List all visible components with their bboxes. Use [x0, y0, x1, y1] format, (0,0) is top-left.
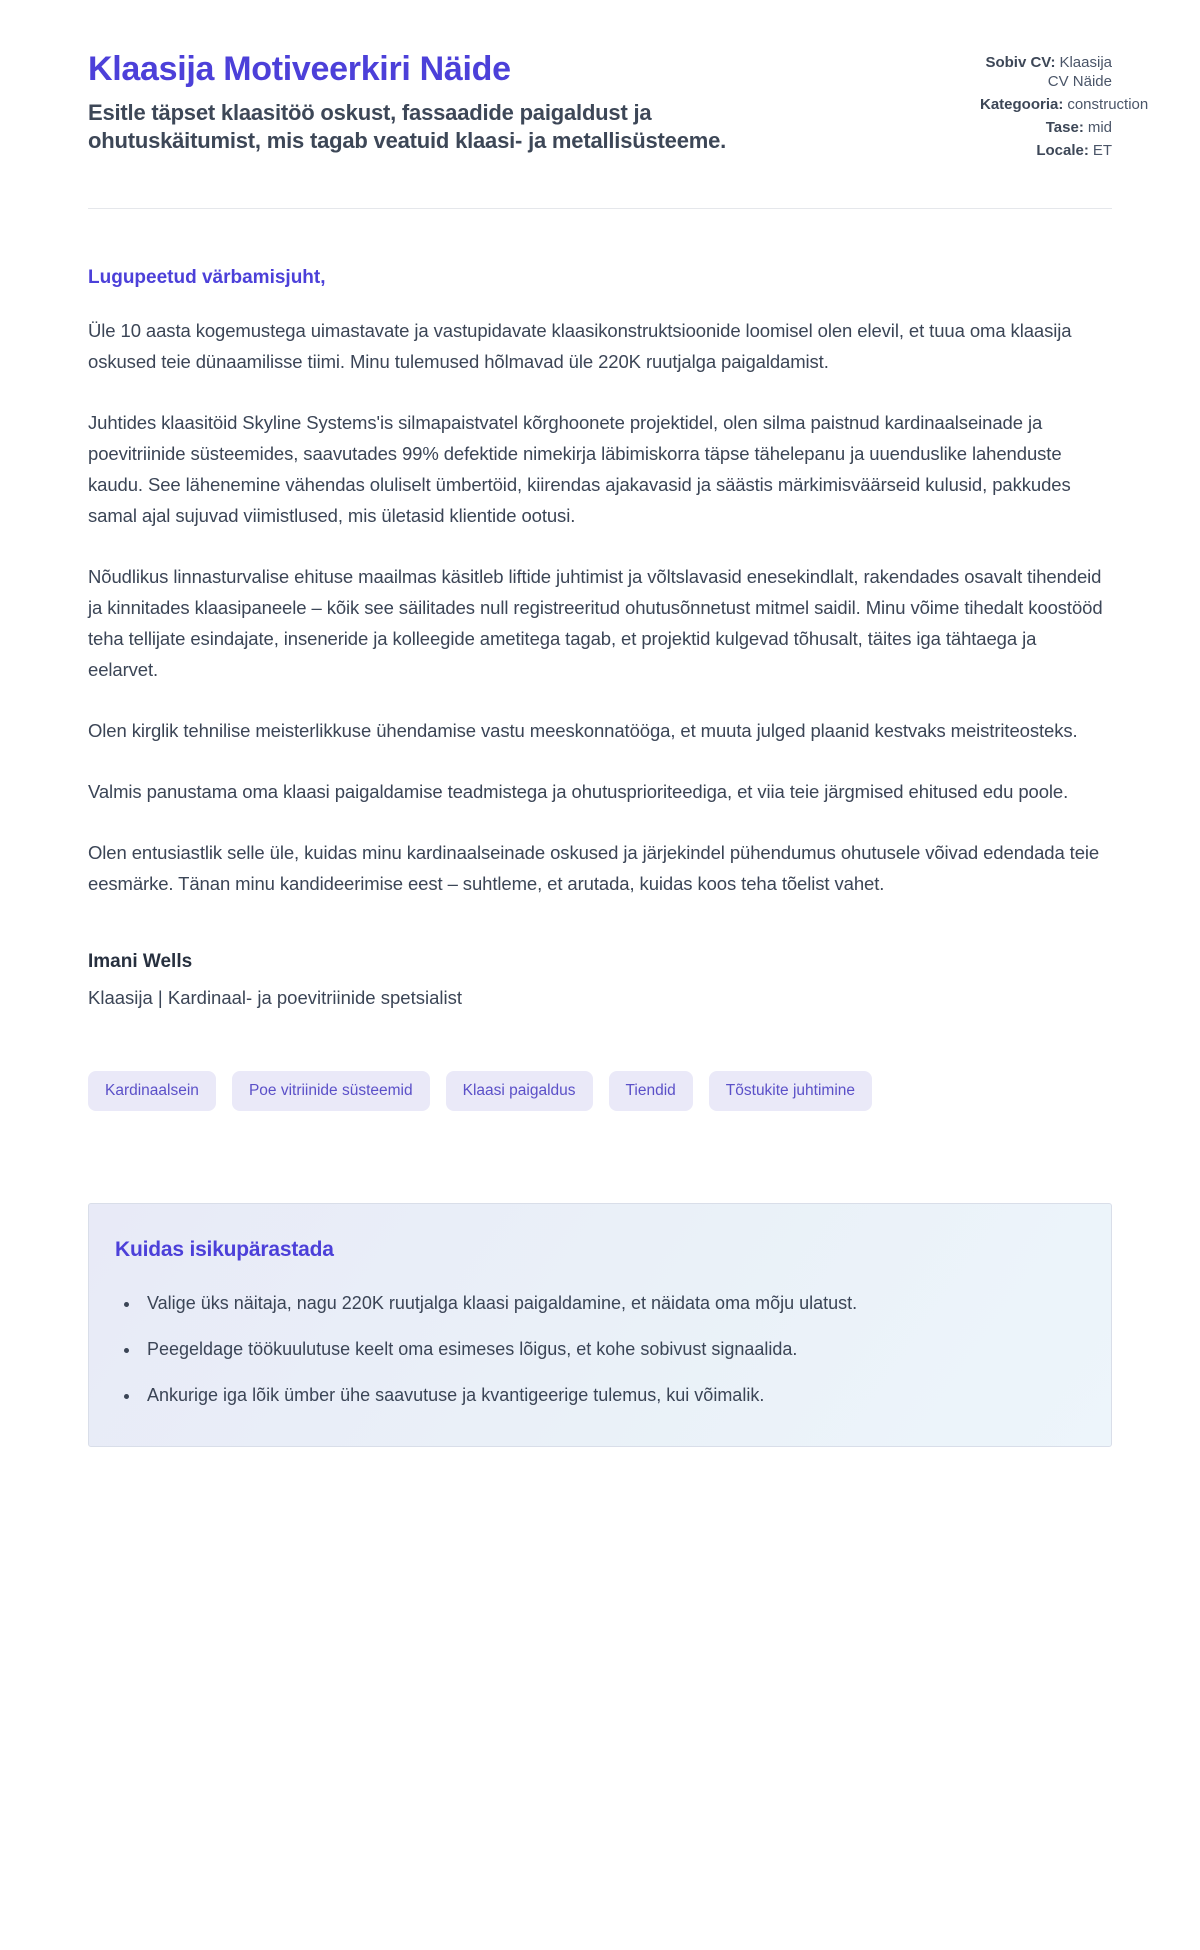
- letter-paragraph: Juhtides klaasitöid Skyline Systems'is silmapaistvatel kõrghoonete projektidel, olen silma paistnud kardinaalseinade ja poevitriinide süsteemides, saavutades 99% defektide nimekirja läbimiskorra täpse tähelepanu ja uuenduslike lahenduste kaudu. See lähenemine vähendas oluliselt ümbertöid, kiirendas ajakavasid ja säästis märkimisväärseid kulusid, pakkudes samal ajal sujuvad viimistlused, mis ületasid klientide ootusi.: [88, 412, 1071, 527]
- header-divider: [88, 208, 1112, 209]
- letter-paragraph: Üle 10 aasta kogemustega uimastavate ja vastupidavate klaasikonstruktsioonide loomisel olen elevil, et tuua oma klaasija oskused teie dünaamilisse tiimi. Minu tulemused hõlmavad üle 220K ruutjalga paigaldamist.: [88, 320, 1072, 373]
- signature-name: Imani Wells: [88, 951, 193, 973]
- meta-item: [980, 142, 1112, 161]
- signature-block: [88, 951, 1112, 1009]
- skill-chip[interactable]: Poe vitriinide süsteemid: [232, 1071, 430, 1111]
- personalize-bullet: • Peegeldage töökuulutuse keelt oma esimeses lõigus, et kohe sobivust signaalida.: [141, 1334, 1085, 1364]
- header-title-block: [88, 50, 828, 155]
- page-title: Klaasija Motiveerkiri Näide: [88, 50, 511, 88]
- page: [88, 0, 1149, 1447]
- meta-item: [980, 54, 1112, 92]
- letter-paragraph: Valmis panustama oma klaasi paigaldamise teadmistega ja ohutusprioriteediga, et viia teie järgmised ehitused edu poole.: [88, 781, 1069, 803]
- letter-paragraph: Nõudlikus linnasturvalise ehituse maailmas käsitleb liftide juhtimist ja võltslavasid enesekindlalt, rakendades osavalt tihendeid ja kinnitades klaasipaneele – kõik see säilitades null registreeritud ohutusõnnetust mitmel saidil. Minu võime tihedalt koostööd teha tellijate esindajate, inseneride ja kolleegide ametitega tagab, et projektid kulgevad tõhusalt, täites iga tähtaega ja eelarvet.: [88, 566, 1103, 681]
- meta-block: [980, 50, 1149, 164]
- personalize-bullet: • Valige üks näitaja, nagu 220K ruutjalga klaasi paigaldamine, et näidata oma mõju ulatust.: [141, 1288, 1085, 1318]
- skill-chip[interactable]: Kardinaalsein: [88, 1071, 216, 1111]
- meta-value: Klaasija CV Näide: [1047, 54, 1112, 90]
- letter-paragraph: Olen entusiastlik selle üle, kuidas minu kardinaalseinade oskused ja järjekindel pühendumus ohutusele võivad edendada teie eesmärke. Tänan minu kandideerimise eest – suhtleme, et arutada, kuidas koos teha tõelist vahet.: [88, 842, 1100, 895]
- meta-label: Tase:: [1045, 118, 1084, 136]
- page-subtitle: Esitle täpset klaasitöö oskust, fassaadide paigaldust ja ohutuskäitumist, mis tagab veatuid klaasi- ja metallisüsteeme.: [88, 100, 727, 154]
- meta-value: mid: [1087, 118, 1112, 136]
- meta-item: [980, 119, 1112, 138]
- signature-role: Klaasija | Kardinaal- ja poevitriinide spetsialist: [88, 987, 462, 1009]
- meta-value: construction: [1067, 95, 1149, 113]
- meta-label: Locale:: [1036, 141, 1089, 159]
- meta-label: Sobiv CV:: [985, 54, 1056, 71]
- personalize-bullet: • Ankurige iga lõik ümber ühe saavutuse ja kvantigeerige tulemus, kui võimalik.: [141, 1380, 1085, 1410]
- personalize-box: [88, 1203, 1112, 1447]
- letter-paragraph: Olen kirglik tehnilise meisterlikkuse ühendamise vastu meeskonnatööga, et muuta julged plaanid kestvaks meistriteosteks.: [88, 720, 1078, 742]
- skill-chip[interactable]: Tõstukite juhtimine: [709, 1071, 872, 1111]
- meta-value: ET: [1092, 141, 1112, 159]
- header: [88, 50, 1149, 164]
- skill-chips-row: [88, 1071, 1112, 1111]
- skill-chip[interactable]: Klaasi paigaldus: [446, 1071, 593, 1111]
- letter-greeting: Lugupeetud värbamisjuht,: [88, 267, 326, 289]
- meta-item: [980, 95, 1149, 115]
- meta-label: Kategooria:: [980, 95, 1064, 113]
- personalize-box-title: Kuidas isikupärastada: [115, 1238, 334, 1262]
- skill-chip[interactable]: Tiendid: [609, 1071, 693, 1111]
- letter-body: [88, 315, 1112, 899]
- personalize-bullet-list: [115, 1288, 1085, 1410]
